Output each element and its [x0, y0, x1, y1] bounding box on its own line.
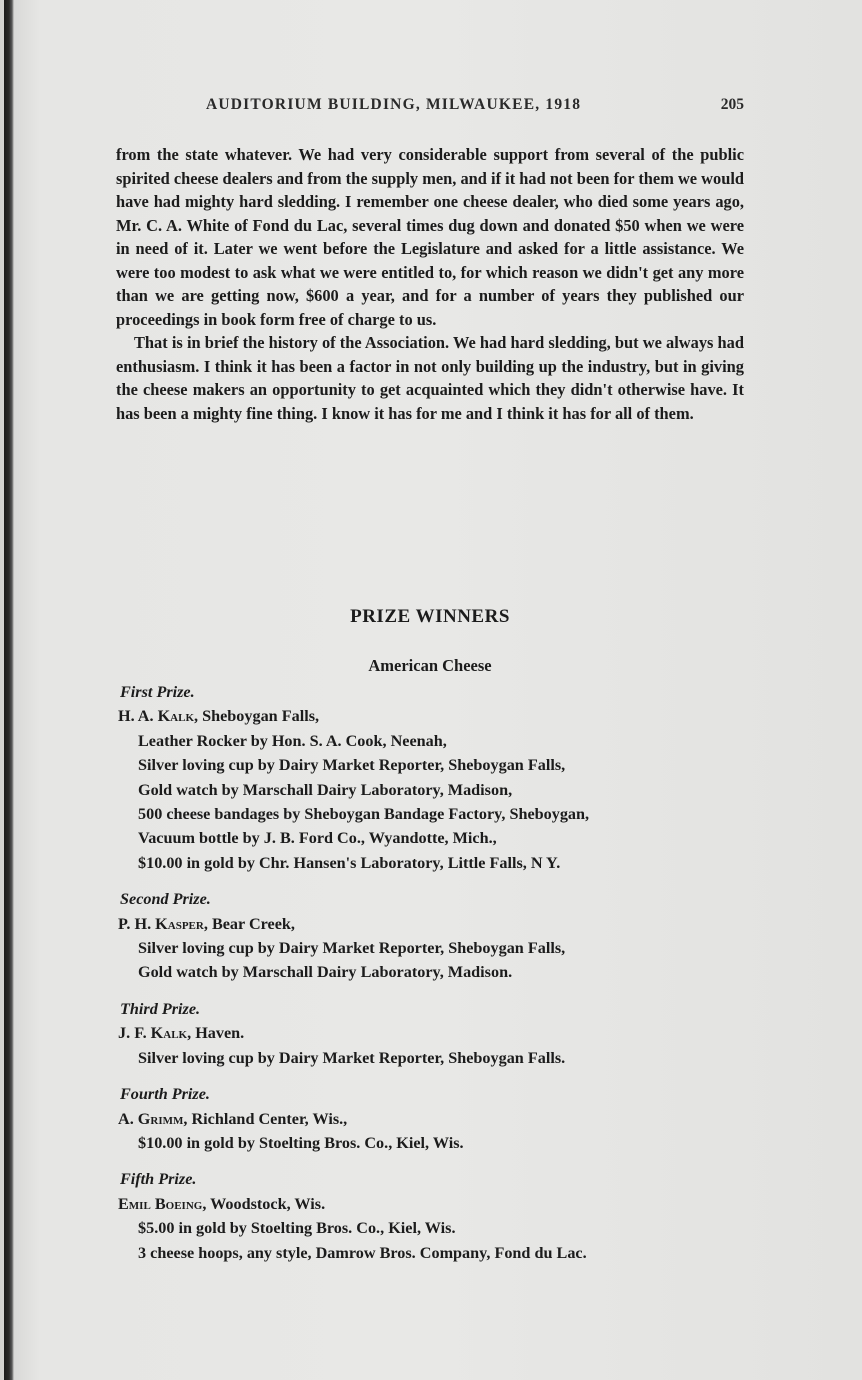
- winner-place: Sheboygan Falls,: [198, 707, 320, 726]
- winner-name: H. A. Kalk,: [118, 707, 199, 726]
- prize-winner: [118, 1021, 758, 1045]
- award-item: Gold watch by Marschall Dairy Laboratory, Madison,: [138, 780, 513, 799]
- award-item: $5.00 in gold by Stoelting Bros. Co., Kiel, Wis.: [138, 1219, 456, 1238]
- winner-name: A. Grimm,: [118, 1109, 188, 1128]
- prize-winner: [118, 704, 758, 728]
- prize-group-fourth: [118, 1082, 758, 1155]
- prize-group-second: [118, 887, 758, 985]
- subsection-title: American Cheese: [368, 656, 492, 675]
- award-item: Vacuum bottle by J. B. Ford Co., Wyandotte, Mich.,: [138, 829, 497, 848]
- winner-name: P. H. Kasper,: [118, 914, 208, 933]
- prize-group-fifth: [118, 1167, 758, 1265]
- book-spine-edge: [4, 0, 14, 1380]
- running-head: AUDITORIUM BUILDING, MILWAUKEE, 1918: [206, 96, 582, 113]
- award-item: $10.00 in gold by Chr. Hansen's Laboratory, Little Falls, N Y.: [138, 853, 561, 872]
- award-item: Silver loving cup by Dairy Market Reporter, Sheboygan Falls,: [138, 939, 566, 958]
- prize-list: [118, 680, 758, 1277]
- prize-label: Fifth Prize.: [120, 1170, 197, 1189]
- award-item: 500 cheese bandages by Sheboygan Bandage Factory, Sheboygan,: [138, 805, 590, 824]
- prize-group-first: [118, 680, 758, 875]
- page-number: 205: [720, 96, 744, 113]
- winner-place: Haven.: [191, 1024, 245, 1043]
- prize-label: Second Prize.: [120, 890, 211, 909]
- award-item: Silver loving cup by Dairy Market Reporter, Sheboygan Falls.: [138, 1048, 566, 1067]
- winner-place: Bear Creek,: [207, 914, 295, 933]
- page-header: [116, 96, 744, 120]
- winner-name: J. F. Kalk,: [118, 1024, 192, 1043]
- paragraph: That is in brief the history of the Association. We had hard sledding, but we always had enthusiasm. I think it has been a factor in not only building up the industry, but in giving the cheese makers an opportunity to get acquainted which they didn't otherwise have. It has been a mighty fine thing. I know it has for me and I think it has for all of them.: [116, 333, 744, 423]
- award-item: 3 cheese hoops, any style, Damrow Bros. Company, Fond du Lac.: [138, 1243, 587, 1262]
- body-text: [116, 143, 744, 425]
- paragraph: from the state whatever. We had very considerable support from several of the public spirited cheese dealers and from the supply men, and if it had not been for them we would have had mighty hard sledding. I remember one cheese dealer, who died some years ago, Mr. C. A. White of Fond du Lac, several times dug down and donated $50 when we were in need of it. Later we went before the Legislature and asked for a little assistance. We were too modest to ask what we were entitled to, for which reason we didn't get any more than we are getting now, $600 a year, and for a number of years they published our proceedings in book form free of charge to us.: [116, 145, 744, 329]
- prize-label: First Prize.: [120, 683, 195, 701]
- winner-name: Emil Boeing,: [118, 1194, 207, 1213]
- prize-winner: [118, 912, 758, 936]
- winner-place: Richland Center, Wis.,: [187, 1109, 348, 1128]
- award-item: Leather Rocker by Hon. S. A. Cook, Neenah,: [138, 731, 447, 750]
- section-title: PRIZE WINNERS: [350, 606, 510, 627]
- award-item: Silver loving cup by Dairy Market Reporter, Sheboygan Falls,: [138, 756, 566, 775]
- winner-place: Woodstock, Wis.: [206, 1194, 326, 1213]
- prize-label: Fourth Prize.: [120, 1085, 210, 1104]
- prize-group-third: [118, 997, 758, 1070]
- prize-label: Third Prize.: [120, 999, 201, 1018]
- prize-winner: [118, 1192, 758, 1216]
- award-item: $10.00 in gold by Stoelting Bros. Co., Kiel, Wis.: [138, 1133, 464, 1152]
- award-item: Gold watch by Marschall Dairy Laboratory, Madison.: [138, 963, 513, 982]
- prize-winner: [118, 1107, 758, 1131]
